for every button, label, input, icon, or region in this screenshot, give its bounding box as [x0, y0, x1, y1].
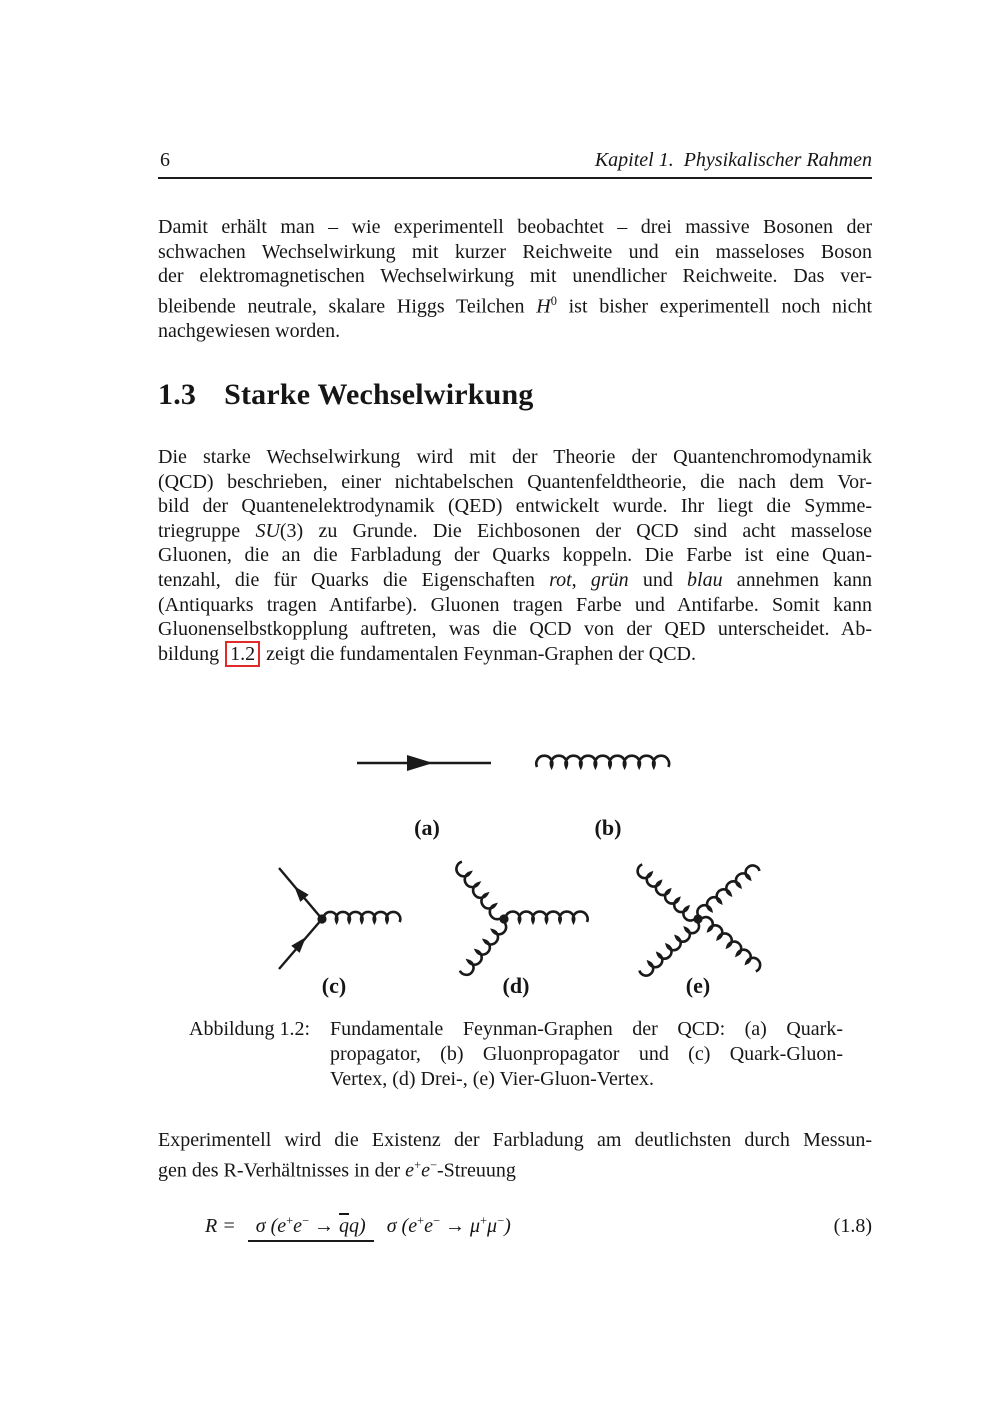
equation-fraction [248, 1214, 519, 1238]
gluon-coil [536, 756, 669, 767]
section-heading [158, 378, 534, 412]
gluon-coil [635, 864, 698, 924]
equation-number: (1.8) [833, 1214, 872, 1237]
section-number: 1.3 [158, 378, 197, 411]
arrowhead-icon [407, 755, 433, 771]
text-segment: und [628, 568, 688, 591]
math-segment: q) [349, 1215, 366, 1238]
text-line [158, 1153, 872, 1183]
color-term-rot: rot [549, 568, 572, 591]
equation-lhs: R = [205, 1214, 236, 1237]
text-segment: annehmen kann [722, 568, 873, 591]
gluon-coil [459, 920, 509, 978]
figure-label-b: (b) [594, 815, 622, 840]
four-gluon-vertex-diagram [635, 863, 763, 998]
caption-line: Vertex, (d) Drei-, (e) Vier-Gluon-Vertex. [330, 1068, 655, 1090]
gluon-coil [453, 861, 504, 922]
text-line: bild der Quantenelektrodynamik (QED) entwickelt wurde. Ihr liegt die Symme- [158, 495, 872, 518]
color-term-blau: blau [687, 568, 723, 591]
fraction-denominator [379, 1212, 519, 1238]
equation-1-8 [158, 1214, 872, 1238]
paragraph-3 [158, 1128, 872, 1183]
math-segment: σ (e [255, 1215, 287, 1238]
vertex-dot [317, 914, 326, 923]
page-header [158, 146, 872, 179]
text-segment: tenzahl, die für Quarks die Eigenschaften [158, 568, 550, 591]
math-segment: μ [487, 1215, 498, 1238]
superscript: + [417, 1214, 425, 1228]
math-segment: e [424, 1215, 433, 1238]
superscript: + [480, 1214, 488, 1228]
caption-line: propagator, (b) Gluonpropagator und (c) Quark-Gluon- [330, 1043, 843, 1065]
vertex-dot [693, 914, 702, 923]
paragraph-1 [158, 215, 872, 343]
text-segment: bildung [158, 642, 225, 665]
superscript: − [497, 1214, 505, 1228]
gluon-coil [698, 914, 763, 972]
figure-label-c: (c) [321, 973, 347, 998]
text-line: Experimentell wird die Existenz der Farbladung am deutlichsten durch Messun- [158, 1129, 872, 1151]
figure-label-a: (a) [414, 815, 440, 840]
page-number: 6 [160, 149, 170, 171]
text-line [158, 642, 872, 667]
gluon-coil [639, 919, 702, 978]
text-line: schwachen Wechselwirkung mit kurzer Reichweite und ein masseloses Boson [158, 240, 872, 263]
text-segment: ist bisher experimentell noch nicht [556, 295, 873, 318]
superscript: + [286, 1214, 294, 1228]
symmetry-group-symbol: SU [255, 519, 280, 542]
text-segment: zeigt die fundamentalen Feynman-Graphen der QCD. [261, 642, 696, 665]
text-line: Die starke Wechselwirkung wird mit der Theorie der Quantenchromodynamik [158, 446, 872, 468]
text-line: nachgewiesen worden. [158, 319, 341, 342]
gluon-propagator-diagram [536, 756, 669, 840]
math-segment: ) [504, 1215, 511, 1238]
gluon-coil [695, 863, 760, 919]
superscript: 0 [550, 293, 557, 308]
math-segment: → μ [439, 1215, 481, 1238]
text-line [158, 289, 872, 319]
superscript: + [414, 1157, 422, 1172]
figure-reference-link[interactable]: 1.2 [225, 641, 260, 667]
text-line: (QCD) beschrieben, einer nichtabelschen Quantenfeldtheorie, die nach dem Vor- [158, 470, 872, 493]
gluon-coil [323, 912, 400, 922]
antiquark-symbol: $\overline{q}$ [339, 1215, 350, 1238]
paragraph-2 [158, 445, 872, 666]
gluon-coil [505, 912, 587, 922]
quark-gluon-vertex-diagram [279, 868, 400, 998]
text-line: der elektromagnetischen Wechselwirkung mit unendlicher Reichweite. Das ver- [158, 265, 872, 288]
section-title: Starke Wechselwirkung [224, 378, 534, 411]
figure-label-d: (d) [502, 973, 530, 998]
text-line [158, 568, 872, 593]
text-segment: (3) zu Grunde. Die Eichbosonen der QCD sind acht masselose [279, 519, 872, 542]
superscript: − [429, 1157, 437, 1172]
text-segment: gen des R-Verhältnisses in der [158, 1159, 406, 1182]
three-gluon-vertex-diagram [453, 861, 587, 998]
superscript: − [432, 1214, 440, 1228]
text-segment: -Streuung [436, 1159, 516, 1182]
color-term-gruen: grün [590, 568, 629, 591]
superscript: − [302, 1214, 310, 1228]
math-segment: σ (e [386, 1215, 418, 1238]
text-line: (Antiquarks tragen Antifarbe). Gluonen tragen Farbe und Antifarbe. Somit kann [158, 593, 872, 616]
quark-propagator-diagram [357, 755, 491, 840]
figure-caption-label: Abbildung 1.2: [189, 1018, 311, 1040]
figure-label-e: (e) [685, 973, 711, 998]
feynman-diagrams-figure [250, 735, 780, 1015]
text-segment: , [571, 568, 591, 591]
math-segment: e [293, 1215, 303, 1238]
quark-lines [279, 868, 322, 969]
chapter-running-title: Kapitel 1. Physikalischer Rahmen [594, 149, 872, 171]
text-line: Damit erhält man – wie experimentell beobachtet – drei massive Bosonen der [158, 216, 872, 238]
fraction-numerator [248, 1214, 374, 1242]
text-segment: bleibende neutrale, skalare Higgs Teilchen [158, 295, 537, 318]
electron-symbol: e [405, 1159, 415, 1182]
text-line [158, 519, 872, 544]
figure-caption [330, 1017, 843, 1092]
vertex-dot [499, 914, 508, 923]
text-line: Gluonenselbstkopplung auftreten, was die QCD von der QED unterscheidet. Ab- [158, 618, 872, 641]
text-segment: triegruppe [158, 519, 256, 542]
caption-line: Fundamentale Feynman-Graphen der QCD: (a) Quark- [330, 1018, 843, 1040]
math-segment: → [309, 1215, 340, 1238]
text-line: Gluonen, die an die Farbladung der Quarks koppeln. Die Farbe ist eine Quan- [158, 544, 872, 567]
positron-symbol: e [421, 1159, 430, 1182]
higgs-symbol: H [536, 295, 551, 318]
